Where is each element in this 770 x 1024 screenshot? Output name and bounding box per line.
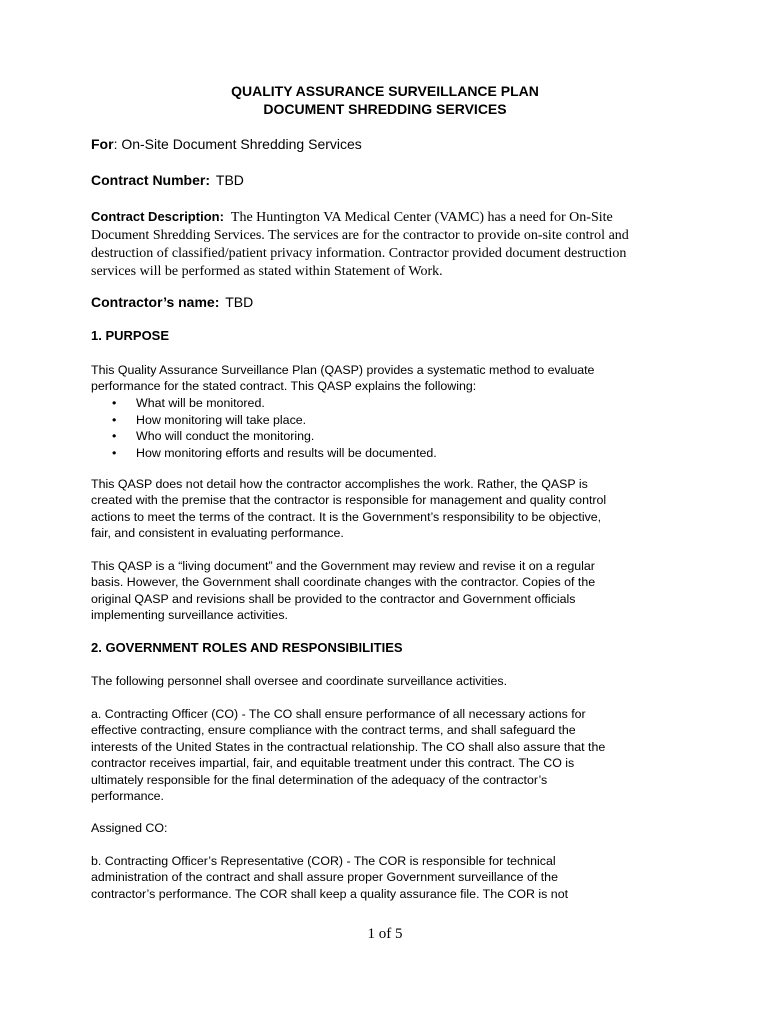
roles-intro: The following personnel shall oversee and coordinate surveillance activities. [91, 674, 508, 688]
paragraph-line: This QASP does not detail how the contractor accomplishes the work. Rather, the QASP is [91, 477, 588, 491]
purpose-bullet-list [112, 395, 437, 461]
contract-number-label: Contract Number: [91, 172, 211, 188]
section-2-heading: 2. GOVERNMENT ROLES AND RESPONSIBILITIES [91, 640, 403, 655]
paragraph-line: original QASP and revisions shall be provided to the contractor and Government officials [91, 591, 576, 606]
contractor-name-value: TBD [225, 294, 254, 310]
paragraph-line: basis. However, the Government shall coordinate changes with the contractor. Copies of the [91, 575, 596, 590]
contract-number-value: TBD [215, 172, 244, 188]
paragraph-line: performance for the stated contract. This QASP explains the following: [91, 379, 477, 394]
purpose-intro [91, 362, 681, 395]
paragraph-line: administration of the contract and shall assure proper Government surveillance of the [91, 870, 558, 885]
document-title-line-1: QUALITY ASSURANCE SURVEILLANCE PLAN [231, 83, 539, 99]
contract-description-label: Contract Description: [91, 209, 224, 224]
for-field [91, 136, 362, 152]
contract-description-line: The Huntington VA Medical Center (VAMC) has a need for On-Site [230, 210, 613, 225]
for-label: For [91, 136, 114, 152]
bullet-text: How monitoring efforts and results will be documented. [136, 445, 437, 460]
paragraph-line: actions to meet the terms of the contract. It is the Government’s responsibility to be objective, [91, 509, 602, 524]
contractor-name-field [91, 294, 253, 310]
bullet-text: What will be monitored. [136, 396, 265, 410]
paragraph-line: ultimately responsible for the final determination of the adequacy of the contractor’s [91, 772, 548, 787]
contracting-officer-paragraph [91, 706, 681, 804]
for-value: : On-Site Document Shredding Services [113, 136, 362, 152]
paragraph-line: This QASP is a “living document” and the Government may review and revise it on a regular [91, 559, 595, 573]
bullet-dot-icon: • [112, 429, 117, 444]
paragraph-line: b. Contracting Officer’s Representative (COR) - The COR is responsible for technical [91, 854, 556, 868]
paragraph-line: a. Contracting Officer (CO) - The CO shall ensure performance of all necessary actions for [91, 707, 586, 721]
contract-description-line: Document Shredding Services. The services are for the contractor to provide on-site control and [91, 228, 629, 243]
paragraph-line: fair, and consistent in evaluating performance. [91, 526, 344, 541]
document-title-line-2: DOCUMENT SHREDDING SERVICES [263, 101, 507, 117]
bullet-dot-icon: • [112, 396, 117, 410]
paragraph-line: created with the premise that the contractor is responsible for management and quality control [91, 493, 607, 508]
paragraph-line: effective contracting, ensure compliance with the contract terms, and shall safeguard the [91, 723, 576, 738]
list-item [112, 428, 437, 445]
paragraph-line: performance. [91, 789, 165, 804]
bullet-dot-icon: • [112, 445, 117, 460]
purpose-paragraph-3 [91, 558, 681, 624]
paragraph-line: implementing surveillance activities. [91, 608, 288, 623]
list-item [112, 395, 437, 412]
cor-paragraph [91, 853, 681, 902]
assigned-co-label: Assigned CO: [91, 821, 168, 835]
page-number: 1 of 5 [367, 926, 403, 942]
contract-number-field [91, 172, 244, 188]
contract-description-line: services will be performed as stated within Statement of Work. [91, 264, 443, 279]
bullet-text: How monitoring will take place. [136, 412, 307, 427]
list-item [112, 445, 437, 462]
contract-description-line: destruction of classified/patient privacy information. Contractor provided document destruction [91, 246, 627, 261]
contractor-name-label: Contractor’s name: [91, 294, 220, 310]
purpose-paragraph-2 [91, 476, 681, 542]
paragraph-line: contractor receives impartial, fair, and equitable treatment under this contract. The CO is [91, 756, 575, 771]
paragraph-line: This Quality Assurance Surveillance Plan (QASP) provides a systematic method to evaluate [91, 363, 595, 377]
paragraph-line: interests of the United States in the contractual relationship. The CO shall also assure that the [91, 739, 606, 754]
bullet-dot-icon: • [112, 412, 117, 427]
bullet-text: Who will conduct the monitoring. [136, 429, 315, 444]
list-item [112, 412, 437, 429]
paragraph-line: contractor’s performance. The COR shall keep a quality assurance file. The COR is not [91, 886, 569, 901]
contract-description-field [91, 208, 629, 281]
section-1-heading: 1. PURPOSE [91, 328, 170, 343]
